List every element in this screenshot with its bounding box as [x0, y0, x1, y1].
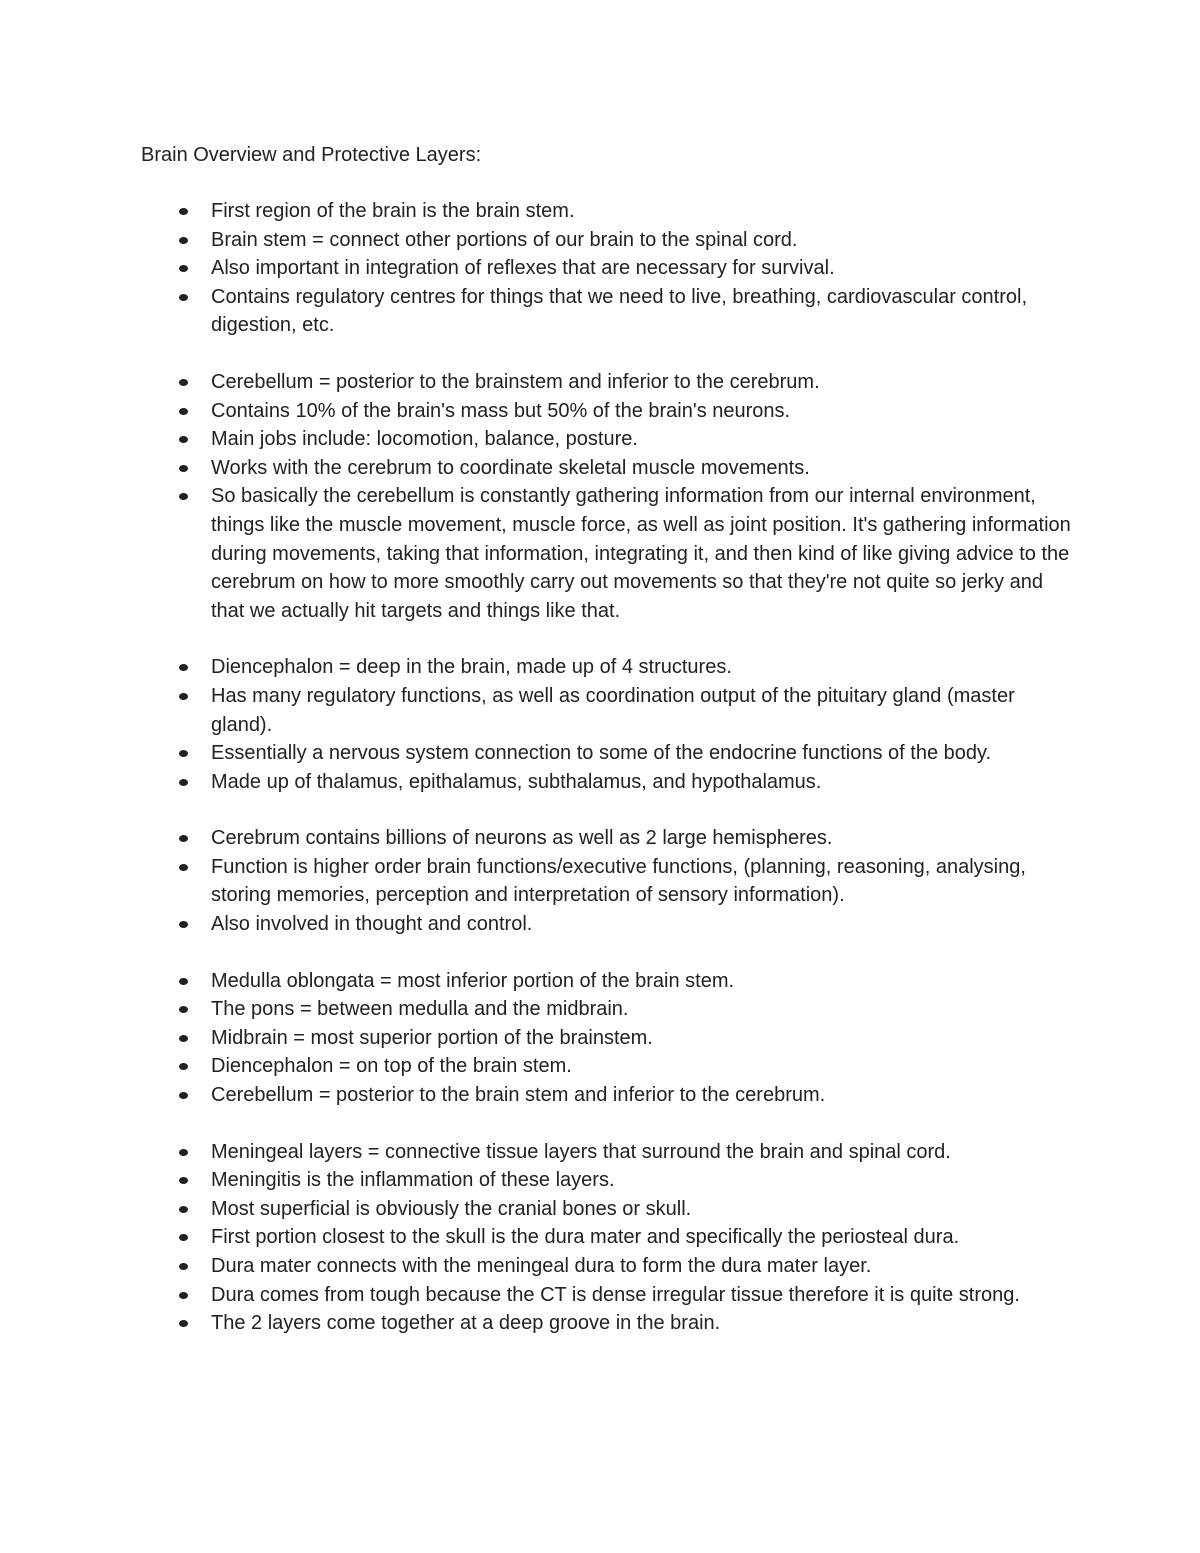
list-item-text: Most superficial is obviously the cranial bones or skull.: [211, 1197, 692, 1220]
list-item-text: Function is higher order brain functions/executive functions, (planning, reasoning, analysing, storing memories, perception and interpretation of sensory information).: [211, 855, 1026, 907]
list-item-text: Meningeal layers = connective tissue layers that surround the brain and spinal cord.: [211, 1140, 951, 1163]
list-item-text: Has many regulatory functions, as well as coordination output of the pituitary gland (master gland).: [211, 684, 1015, 736]
list-item-text: The 2 layers come together at a deep groove in the brain.: [211, 1312, 721, 1335]
list-item-text: So basically the cerebellum is constantly gathering information from our internal environment, things like the muscle movement, muscle force, as well as joint position. It's gathering information during movements, taking that information, integrating it, and then kind of like giving advice to the cerebrum on how to more smoothly carry out movements so that they're not quite so jerky and that we actually hit targets and things like that.: [211, 485, 1071, 622]
bullet-icon: [179, 1177, 188, 1184]
section-brain-regions: [141, 967, 1071, 1110]
list-item: [141, 824, 1071, 853]
bullet-icon: [179, 693, 188, 700]
list-item-text: Main jobs include: locomotion, balance, posture.: [211, 428, 638, 451]
list-item: [141, 425, 1071, 454]
bullet-icon: [179, 1006, 188, 1013]
list-item-text: Cerebrum contains billions of neurons as well as 2 large hemispheres.: [211, 827, 833, 850]
bullet-icon: [179, 208, 188, 215]
bullet-icon: [179, 1292, 188, 1299]
bullet-icon: [179, 921, 188, 928]
list-item: [141, 1052, 1071, 1081]
list-item: [141, 254, 1071, 283]
list-item-text: Also involved in thought and control.: [211, 913, 533, 936]
bullet-icon: [179, 493, 188, 500]
bullet-icon: [179, 294, 188, 301]
bullet-icon: [179, 1263, 188, 1270]
list-item-text: First region of the brain is the brain stem.: [211, 200, 575, 222]
list-item-text: Medulla oblongata = most inferior portion of the brain stem.: [211, 969, 735, 992]
list-item-text: First portion closest to the skull is the dura mater and specifically the periosteal dura.: [211, 1226, 960, 1249]
section-meningeal-layers: [141, 1138, 1071, 1338]
bullet-icon: [179, 1063, 188, 1070]
list-item: [141, 853, 1071, 910]
list-item-text: Meningitis is the inflammation of these layers.: [211, 1169, 615, 1192]
list-item: [141, 197, 1071, 226]
notes-body: [141, 197, 1071, 1366]
list-item: [141, 1024, 1071, 1053]
list-item: [141, 454, 1071, 483]
list-item-text: Works with the cerebrum to coordinate skeletal muscle movements.: [211, 456, 810, 479]
list-item: [141, 226, 1071, 255]
list-item-text: Made up of thalamus, epithalamus, subthalamus, and hypothalamus.: [211, 770, 822, 793]
bullet-icon: [179, 1320, 188, 1327]
bullet-icon: [179, 835, 188, 842]
list-item: [141, 768, 1071, 797]
bullet-icon: [179, 237, 188, 244]
list-item: [141, 910, 1071, 939]
list-item: [141, 1252, 1071, 1281]
list-item-text: Cerebellum = posterior to the brainstem and inferior to the cerebrum.: [211, 370, 820, 393]
list-item: [141, 482, 1071, 625]
list-item-text: Essentially a nervous system connection to some of the endocrine functions of the body.: [211, 742, 992, 765]
list-item: [141, 368, 1071, 397]
list-item: [141, 1223, 1071, 1252]
list-item: [141, 653, 1071, 682]
bullet-icon: [179, 1234, 188, 1241]
section-brain-stem: [141, 197, 1071, 340]
bullet-icon: [179, 864, 188, 871]
list-item: [141, 1166, 1071, 1195]
list-item-text: Diencephalon = deep in the brain, made up of 4 structures.: [211, 656, 732, 679]
list-item-text: The pons = between medulla and the midbrain.: [211, 998, 629, 1021]
section-cerebellum: [141, 368, 1071, 625]
bullet-icon: [179, 436, 188, 443]
bullet-icon: [179, 1035, 188, 1042]
bullet-icon: [179, 408, 188, 415]
list-item: [141, 283, 1071, 340]
bullet-icon: [179, 265, 188, 272]
list-item: [141, 1138, 1071, 1167]
list-item: [141, 1281, 1071, 1310]
bullet-icon: [179, 465, 188, 472]
list-item-text: Cerebellum = posterior to the brain stem and inferior to the cerebrum.: [211, 1084, 826, 1107]
bullet-icon: [179, 750, 188, 757]
bullet-icon: [179, 1092, 188, 1099]
list-item: [141, 1309, 1071, 1338]
list-item-text: Brain stem = connect other portions of our brain to the spinal cord.: [211, 228, 798, 251]
list-item-text: Dura mater connects with the meningeal dura to form the dura mater layer.: [211, 1255, 872, 1277]
list-item: [141, 1195, 1071, 1224]
bullet-icon: [179, 379, 188, 386]
list-item-text: Also important in integration of reflexes that are necessary for survival.: [211, 257, 835, 280]
bullet-icon: [179, 664, 188, 671]
section-diencephalon: [141, 653, 1071, 796]
list-item-text: Dura comes from tough because the CT is dense irregular tissue therefore it is quite strong.: [211, 1283, 1020, 1306]
list-item-text: Contains 10% of the brain's mass but 50% of the brain's neurons.: [211, 399, 791, 422]
list-item-text: Diencephalon = on top of the brain stem.: [211, 1055, 572, 1078]
section-cerebrum: [141, 824, 1071, 938]
bullet-icon: [179, 779, 188, 786]
list-item-text: Midbrain = most superior portion of the brainstem.: [211, 1026, 653, 1049]
list-item: [141, 739, 1071, 768]
list-item: [141, 995, 1071, 1024]
page-title: Brain Overview and Protective Layers:: [141, 144, 482, 166]
list-item: [141, 967, 1071, 996]
bullet-icon: [179, 1206, 188, 1213]
list-item-text: Contains regulatory centres for things that we need to live, breathing, cardiovascular control, digestion, etc.: [211, 285, 1027, 337]
list-item: [141, 682, 1071, 739]
list-item: [141, 397, 1071, 426]
bullet-icon: [179, 1149, 188, 1156]
list-item: [141, 1081, 1071, 1110]
bullet-icon: [179, 978, 188, 985]
